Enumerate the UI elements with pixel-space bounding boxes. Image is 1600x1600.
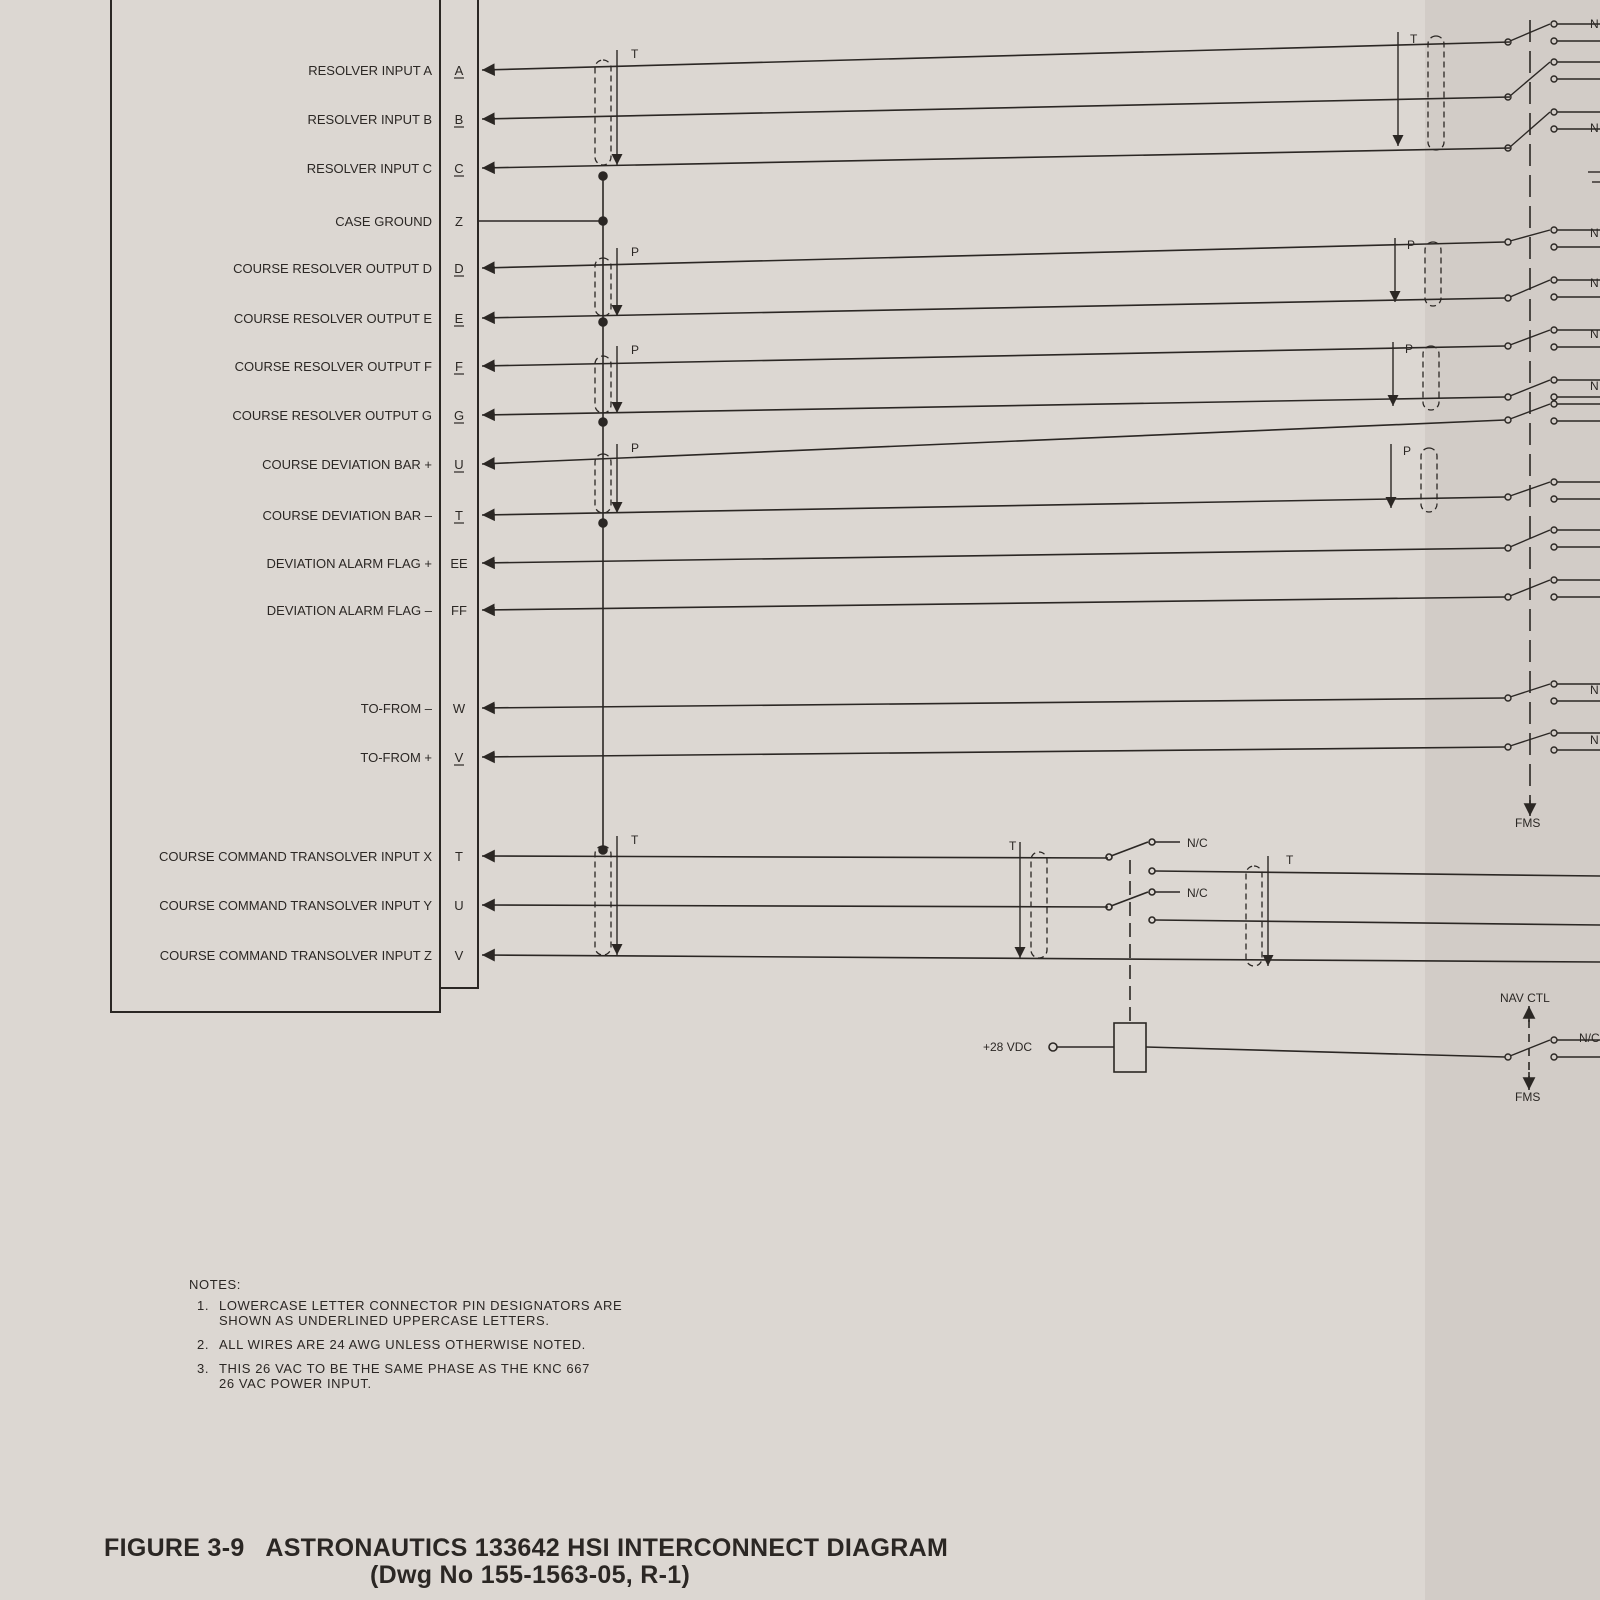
pin-function-label: COURSE RESOLVER OUTPUT D — [233, 261, 432, 276]
signal-wire — [482, 955, 1600, 962]
pin-function-label: COURSE DEVIATION BAR + — [262, 457, 432, 472]
edge-label: N — [1590, 226, 1599, 240]
switch-contacts — [1505, 21, 1600, 1060]
pin-labels — [159, 63, 468, 963]
transfer-contact — [1505, 744, 1511, 750]
pin-function-label: DEVIATION ALARM FLAG – — [266, 603, 432, 618]
note-text: THIS 26 VAC TO BE THE SAME PHASE AS THE KNC 667 26 VAC POWER INPUT. — [219, 1361, 590, 1391]
shield-junction-dot — [599, 318, 607, 326]
notes-block — [189, 1277, 659, 1400]
transfer-contact — [1505, 343, 1511, 349]
transfer-contact-fms — [1551, 126, 1557, 132]
pin-function-label: TO-FROM + — [360, 750, 432, 765]
relay-contact-nc — [1149, 889, 1155, 895]
transfer-contact-fms — [1551, 496, 1557, 502]
transfer-contact — [1505, 239, 1511, 245]
transfer-contact-fms — [1551, 244, 1557, 250]
relay-contact-no — [1149, 917, 1155, 923]
twisted-pair-label: T — [1410, 32, 1418, 46]
signal-wire — [482, 97, 1510, 119]
transfer-contact — [1505, 594, 1511, 600]
relay-coil — [1114, 1023, 1146, 1072]
note-item — [189, 1337, 659, 1352]
relay-blade — [1111, 842, 1148, 856]
relay-nc-y-label: N/C — [1187, 886, 1208, 900]
pin-designator: A — [454, 63, 464, 78]
signal-wire — [482, 597, 1505, 610]
transfer-contact-fms — [1551, 344, 1557, 350]
twisted-pair-label: T — [631, 833, 639, 847]
transfer-contact — [1505, 494, 1511, 500]
transfer-contact-nav — [1551, 577, 1557, 583]
transfer-contact-nav — [1551, 401, 1557, 407]
fms-upper-label: FMS — [1515, 816, 1541, 830]
transfer-contact-nav — [1551, 527, 1557, 533]
pin-designator: G — [453, 408, 465, 423]
pin-function-label: COURSE COMMAND TRANSOLVER INPUT X — [158, 849, 432, 864]
transfer-contact — [1505, 545, 1511, 551]
twisted-pair-label: P — [1403, 444, 1412, 458]
signal-wire — [482, 497, 1505, 515]
shield-outline — [1428, 36, 1444, 150]
transfer-contact-nav — [1551, 277, 1557, 283]
twisted-pair-label: P — [1407, 238, 1416, 252]
signal-wire — [482, 698, 1505, 708]
signal-wire — [482, 148, 1510, 168]
pin-designator: C — [454, 161, 464, 176]
edge-label: N — [1590, 733, 1599, 747]
fms-lower-label: FMS — [1515, 1090, 1541, 1104]
shield-junction-dot — [599, 172, 607, 180]
supply-terminal — [1049, 1043, 1057, 1051]
pin-designator: F — [455, 359, 463, 374]
shield-outline — [595, 60, 611, 165]
transfer-contact-nav — [1551, 681, 1557, 687]
note-number: 2. — [197, 1337, 210, 1352]
note-text: LOWERCASE LETTER CONNECTOR PIN DESIGNATORS ARE SHOWN AS UNDERLINED UPPERCASE LETTERS. — [219, 1298, 623, 1328]
pin-function-label: TO-FROM – — [360, 701, 432, 716]
twisted-pair-label: P — [1405, 342, 1414, 356]
drawing-number: (Dwg No 155-1563-05, R-1) — [370, 1561, 691, 1589]
pin-function-label: COURSE COMMAND TRANSOLVER INPUT Z — [159, 948, 432, 963]
pin-function-label: RESOLVER INPUT A — [308, 63, 432, 78]
pin-function-label: COURSE RESOLVER OUTPUT G — [232, 408, 432, 423]
shield-outline — [1246, 866, 1262, 966]
pin-designator: B — [454, 112, 464, 127]
twisted-pair-markers — [595, 32, 1444, 966]
transfer-contact — [1505, 394, 1511, 400]
twisted-pair-label: T — [631, 47, 639, 61]
note-item — [189, 1298, 659, 1328]
transfer-contact-fms — [1551, 394, 1557, 400]
relay-output-wire — [1146, 1047, 1505, 1057]
note-number: 3. — [197, 1361, 210, 1376]
relay-contact-no — [1149, 868, 1155, 874]
signal-wire — [482, 905, 1108, 907]
twisted-pair-label: P — [631, 245, 640, 259]
pin-designator: W — [452, 701, 466, 716]
transolver-out-wire — [1155, 920, 1600, 925]
nav-ctl-label: NAV CTL — [1500, 991, 1550, 1005]
relay-contact — [1106, 854, 1112, 860]
pin-designator: EE — [450, 556, 468, 571]
transfer-contact — [1505, 695, 1511, 701]
notes-heading: NOTES: — [189, 1277, 241, 1292]
edge-label: N — [1590, 327, 1599, 341]
twisted-pair-label: T — [1286, 853, 1294, 867]
transfer-contact-nav — [1551, 109, 1557, 115]
transfer-contact-fms — [1551, 294, 1557, 300]
pin-designator: U — [454, 457, 464, 472]
transfer-contact-nav — [1551, 1037, 1557, 1043]
transfer-contact-nav — [1551, 227, 1557, 233]
edge-label: N — [1590, 683, 1599, 697]
twisted-pair-label: P — [631, 343, 640, 357]
shield-outline — [595, 846, 611, 955]
wires — [478, 42, 1600, 962]
transfer-contact — [1505, 417, 1511, 423]
signal-wire — [482, 298, 1505, 318]
nav-nc-label: N/C — [1579, 1031, 1600, 1045]
transfer-contact-fms — [1551, 747, 1557, 753]
connector-outline — [440, 0, 478, 988]
pin-designator: V — [454, 750, 464, 765]
transfer-contact-fms — [1551, 544, 1557, 550]
transfer-contact-fms — [1551, 418, 1557, 424]
shield-junction-dot — [599, 418, 607, 426]
pin-function-label: CASE GROUND — [335, 214, 432, 229]
pin-designator: T — [455, 849, 463, 864]
pin-designator: V — [454, 948, 464, 963]
pin-designator: E — [454, 311, 464, 326]
edge-labels — [1590, 17, 1599, 747]
pin-designator: Z — [455, 214, 463, 229]
pin-function-label: RESOLVER INPUT C — [306, 161, 432, 176]
shield-outline — [1421, 448, 1437, 512]
shield-junction-dot — [599, 519, 607, 527]
transolver-out-wire — [1155, 871, 1600, 876]
shield-outline — [1031, 852, 1047, 958]
transfer-contact-fms — [1551, 38, 1557, 44]
transfer-contact-fms — [1551, 1054, 1557, 1060]
pin-designator: T — [455, 508, 463, 523]
figure-caption — [104, 1535, 948, 1589]
pin-function-label: COURSE RESOLVER OUTPUT F — [234, 359, 432, 374]
transfer-contact-nav — [1551, 730, 1557, 736]
note-text: ALL WIRES ARE 24 AWG UNLESS OTHERWISE NOTED. — [219, 1337, 586, 1352]
edge-label: N — [1590, 379, 1599, 393]
figure-title: FIGURE 3-9 ASTRONAUTICS 133642 HSI INTERCONNECT DIAGRAM — [104, 1534, 949, 1562]
transfer-contact-nav — [1551, 377, 1557, 383]
twisted-pair-label: P — [631, 441, 640, 455]
edge-label: N — [1590, 121, 1599, 135]
transfer-contact-fms — [1551, 698, 1557, 704]
supply-label: +28 VDC — [983, 1040, 1033, 1054]
transfer-contact-fms — [1551, 594, 1557, 600]
edge-label: N — [1590, 17, 1599, 31]
twisted-pair-label: T — [1009, 839, 1017, 853]
signal-wire — [482, 856, 1108, 858]
transfer-contact-nav — [1551, 59, 1557, 65]
pin-designator: FF — [451, 603, 467, 618]
relay-nc-x-label: N/C — [1187, 836, 1208, 850]
transfer-contact — [1505, 1054, 1511, 1060]
transfer-blade — [1510, 1040, 1550, 1056]
pin-function-label: COURSE DEVIATION BAR – — [262, 508, 432, 523]
pin-designator: U — [454, 898, 464, 913]
signal-wire — [482, 397, 1505, 415]
pin-designator: D — [454, 261, 464, 276]
pin-function-label: RESOLVER INPUT B — [307, 112, 432, 127]
pin-function-label: DEVIATION ALARM FLAG + — [266, 556, 432, 571]
shield-outline — [1425, 242, 1441, 306]
transfer-contact-nav — [1551, 21, 1557, 27]
relay-contact-nc — [1149, 839, 1155, 845]
transfer-contact — [1505, 295, 1511, 301]
signal-wire — [482, 747, 1505, 757]
shield-outline — [1423, 346, 1439, 410]
signal-wire — [482, 548, 1505, 563]
transfer-contact-fms — [1551, 76, 1557, 82]
transfer-contact-nav — [1551, 479, 1557, 485]
note-item — [189, 1361, 659, 1391]
pin-function-label: COURSE RESOLVER OUTPUT E — [233, 311, 432, 326]
pin-function-label: COURSE COMMAND TRANSOLVER INPUT Y — [159, 898, 432, 913]
edge-label: N — [1590, 276, 1599, 290]
note-number: 1. — [197, 1298, 210, 1313]
shield-junction-dot — [599, 846, 607, 854]
transfer-contact-nav — [1551, 327, 1557, 333]
